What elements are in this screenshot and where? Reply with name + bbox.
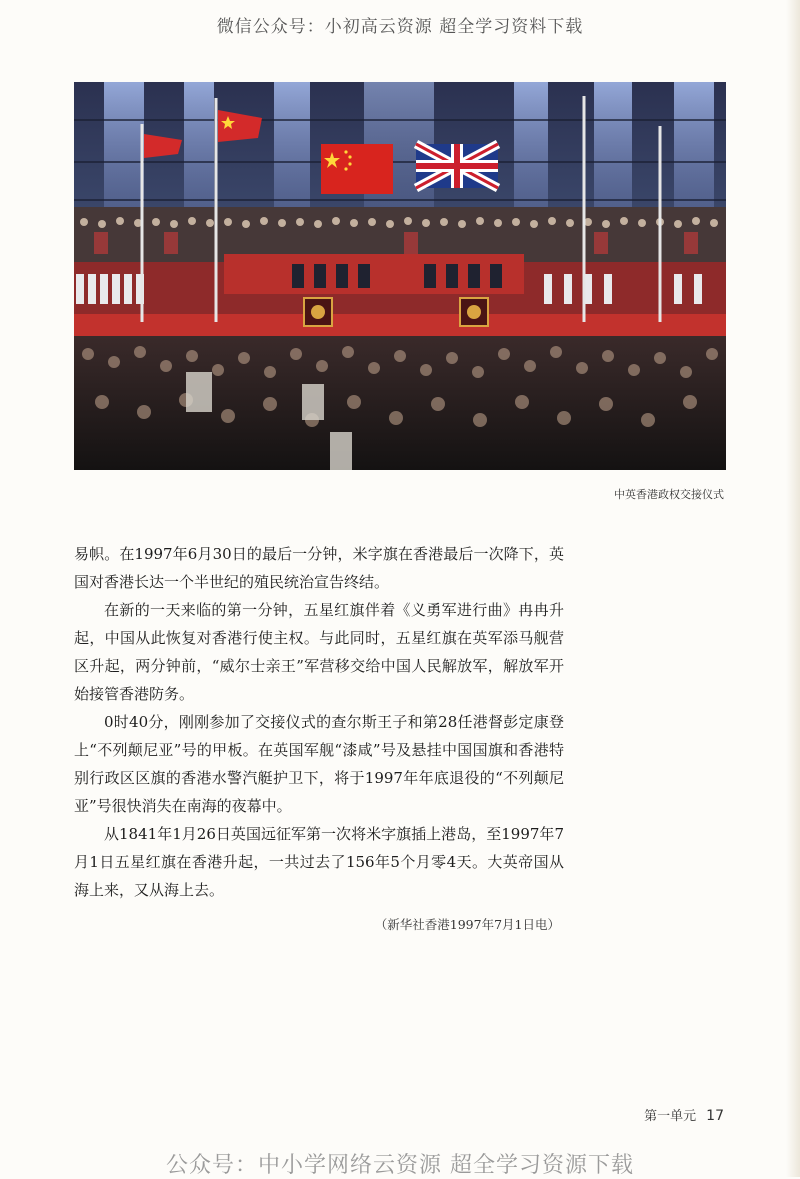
bottom-watermark: 公众号：中小学网络云资源 超全学习资源下载 — [166, 1153, 634, 1178]
handover-ceremony-photo — [74, 82, 726, 470]
top-watermark: 微信公众号：小初高云资源 超全学习资料下载 — [216, 17, 584, 37]
page-edge-shadow — [786, 0, 800, 1177]
paragraph: 0时40分，刚刚参加了交接仪式的查尔斯王子和第28任港督彭定康登上“不列颠尼亚”号的甲板。在英国军舰“漆咸”号及悬挂中国国旗和香港特别行政区区旗的香港水警汽艇护卫下，将于1997年年底退役的“不列颠尼亚”号很快消失在南海的夜幕中。 — [74, 713, 564, 815]
paragraph: 在新的一天来临的第一分钟，五星红旗伴着《义勇军进行曲》冉冉升起，中国从此恢复对香港行使主权。与此同时，五星红旗在英军添马舰营区升起，两分钟前，“威尔士亲王”军营移交给中国人民解放军，解放军开始接管香港防务。 — [74, 601, 564, 703]
news-source: （新华社香港1997年7月1日电） — [374, 917, 560, 932]
paragraph: 从1841年1月26日英国远征军第一次将米字旗插上港岛，至1997年7月1日五星红旗在香港升起，一共过去了156年5个月零4天。大英帝国从海上来，又从海上去。 — [74, 825, 564, 899]
page-number: 17 — [706, 1108, 724, 1124]
page-footer — [644, 1105, 724, 1124]
article-body — [74, 540, 564, 904]
paragraph: 易帜。在1997年6月30日的最后一分钟，米字旗在香港最后一次降下，英国对香港长达一个半世纪的殖民统治宣告终结。 — [74, 545, 564, 591]
unit-label: 第一单元 — [644, 1109, 697, 1124]
photo-caption: 中英香港政权交接仪式 — [614, 488, 724, 501]
